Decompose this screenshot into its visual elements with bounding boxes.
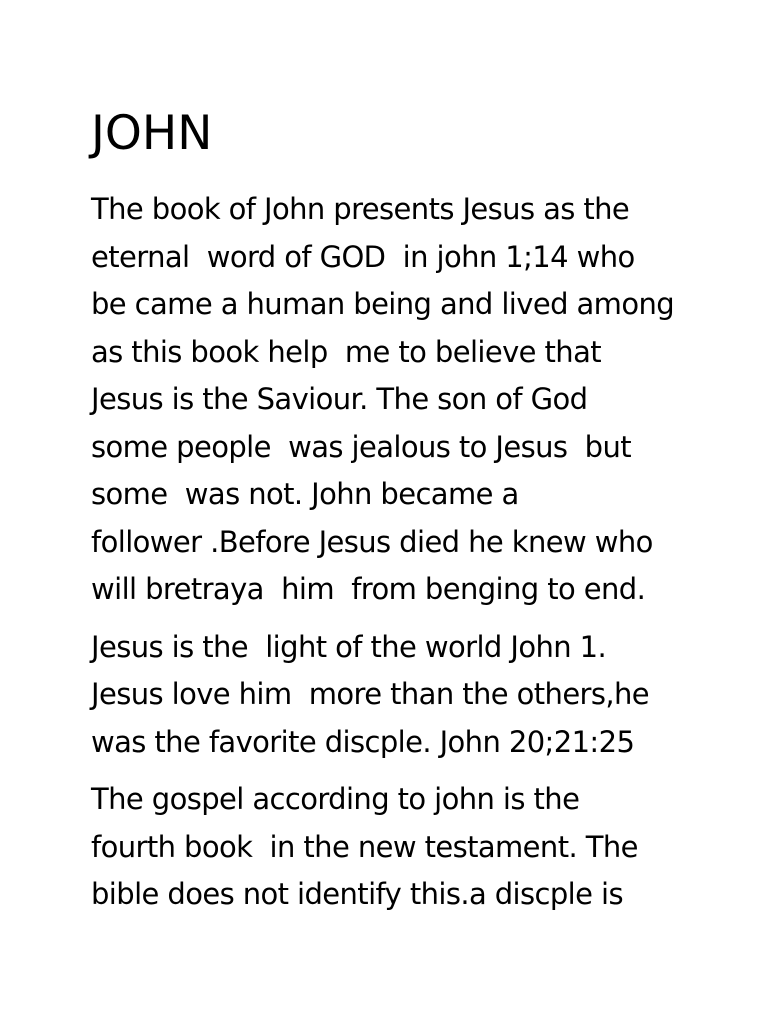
text-line: bible does not identify this.a discple is — [91, 877, 623, 911]
document-title: JOHN — [91, 106, 213, 161]
text-line: The gospel according to john is the — [91, 782, 580, 816]
paragraph-2 — [91, 624, 691, 767]
paragraph-3 — [91, 776, 691, 919]
text-line: fourth book in the new testament. The — [91, 829, 638, 864]
text-line: Jesus is the light of the world John 1. — [91, 629, 607, 664]
text-line: as this book help me to believe that — [91, 334, 602, 369]
text-line: eternal word of GOD in john 1;14 who — [91, 239, 635, 274]
text-line: Jesus is the Saviour. The son of God — [91, 382, 588, 416]
text-line: will bretraya him from benging to end. — [91, 572, 646, 606]
text-line: be came a human being and lived among — [91, 287, 675, 321]
text-line: Jesus love him more than the others,he — [91, 677, 650, 711]
text-line: follower .Before Jesus died he knew who — [91, 524, 653, 559]
text-line: was the favorite discple. John 20;21:25 — [91, 724, 635, 759]
paragraph-1 — [91, 186, 691, 614]
text-line: some people was jealous to Jesus but — [91, 429, 632, 464]
text-line: some was not. John became a — [91, 477, 519, 511]
document-page — [91, 104, 691, 919]
text-line: The book of John presents Jesus as the — [91, 192, 630, 226]
